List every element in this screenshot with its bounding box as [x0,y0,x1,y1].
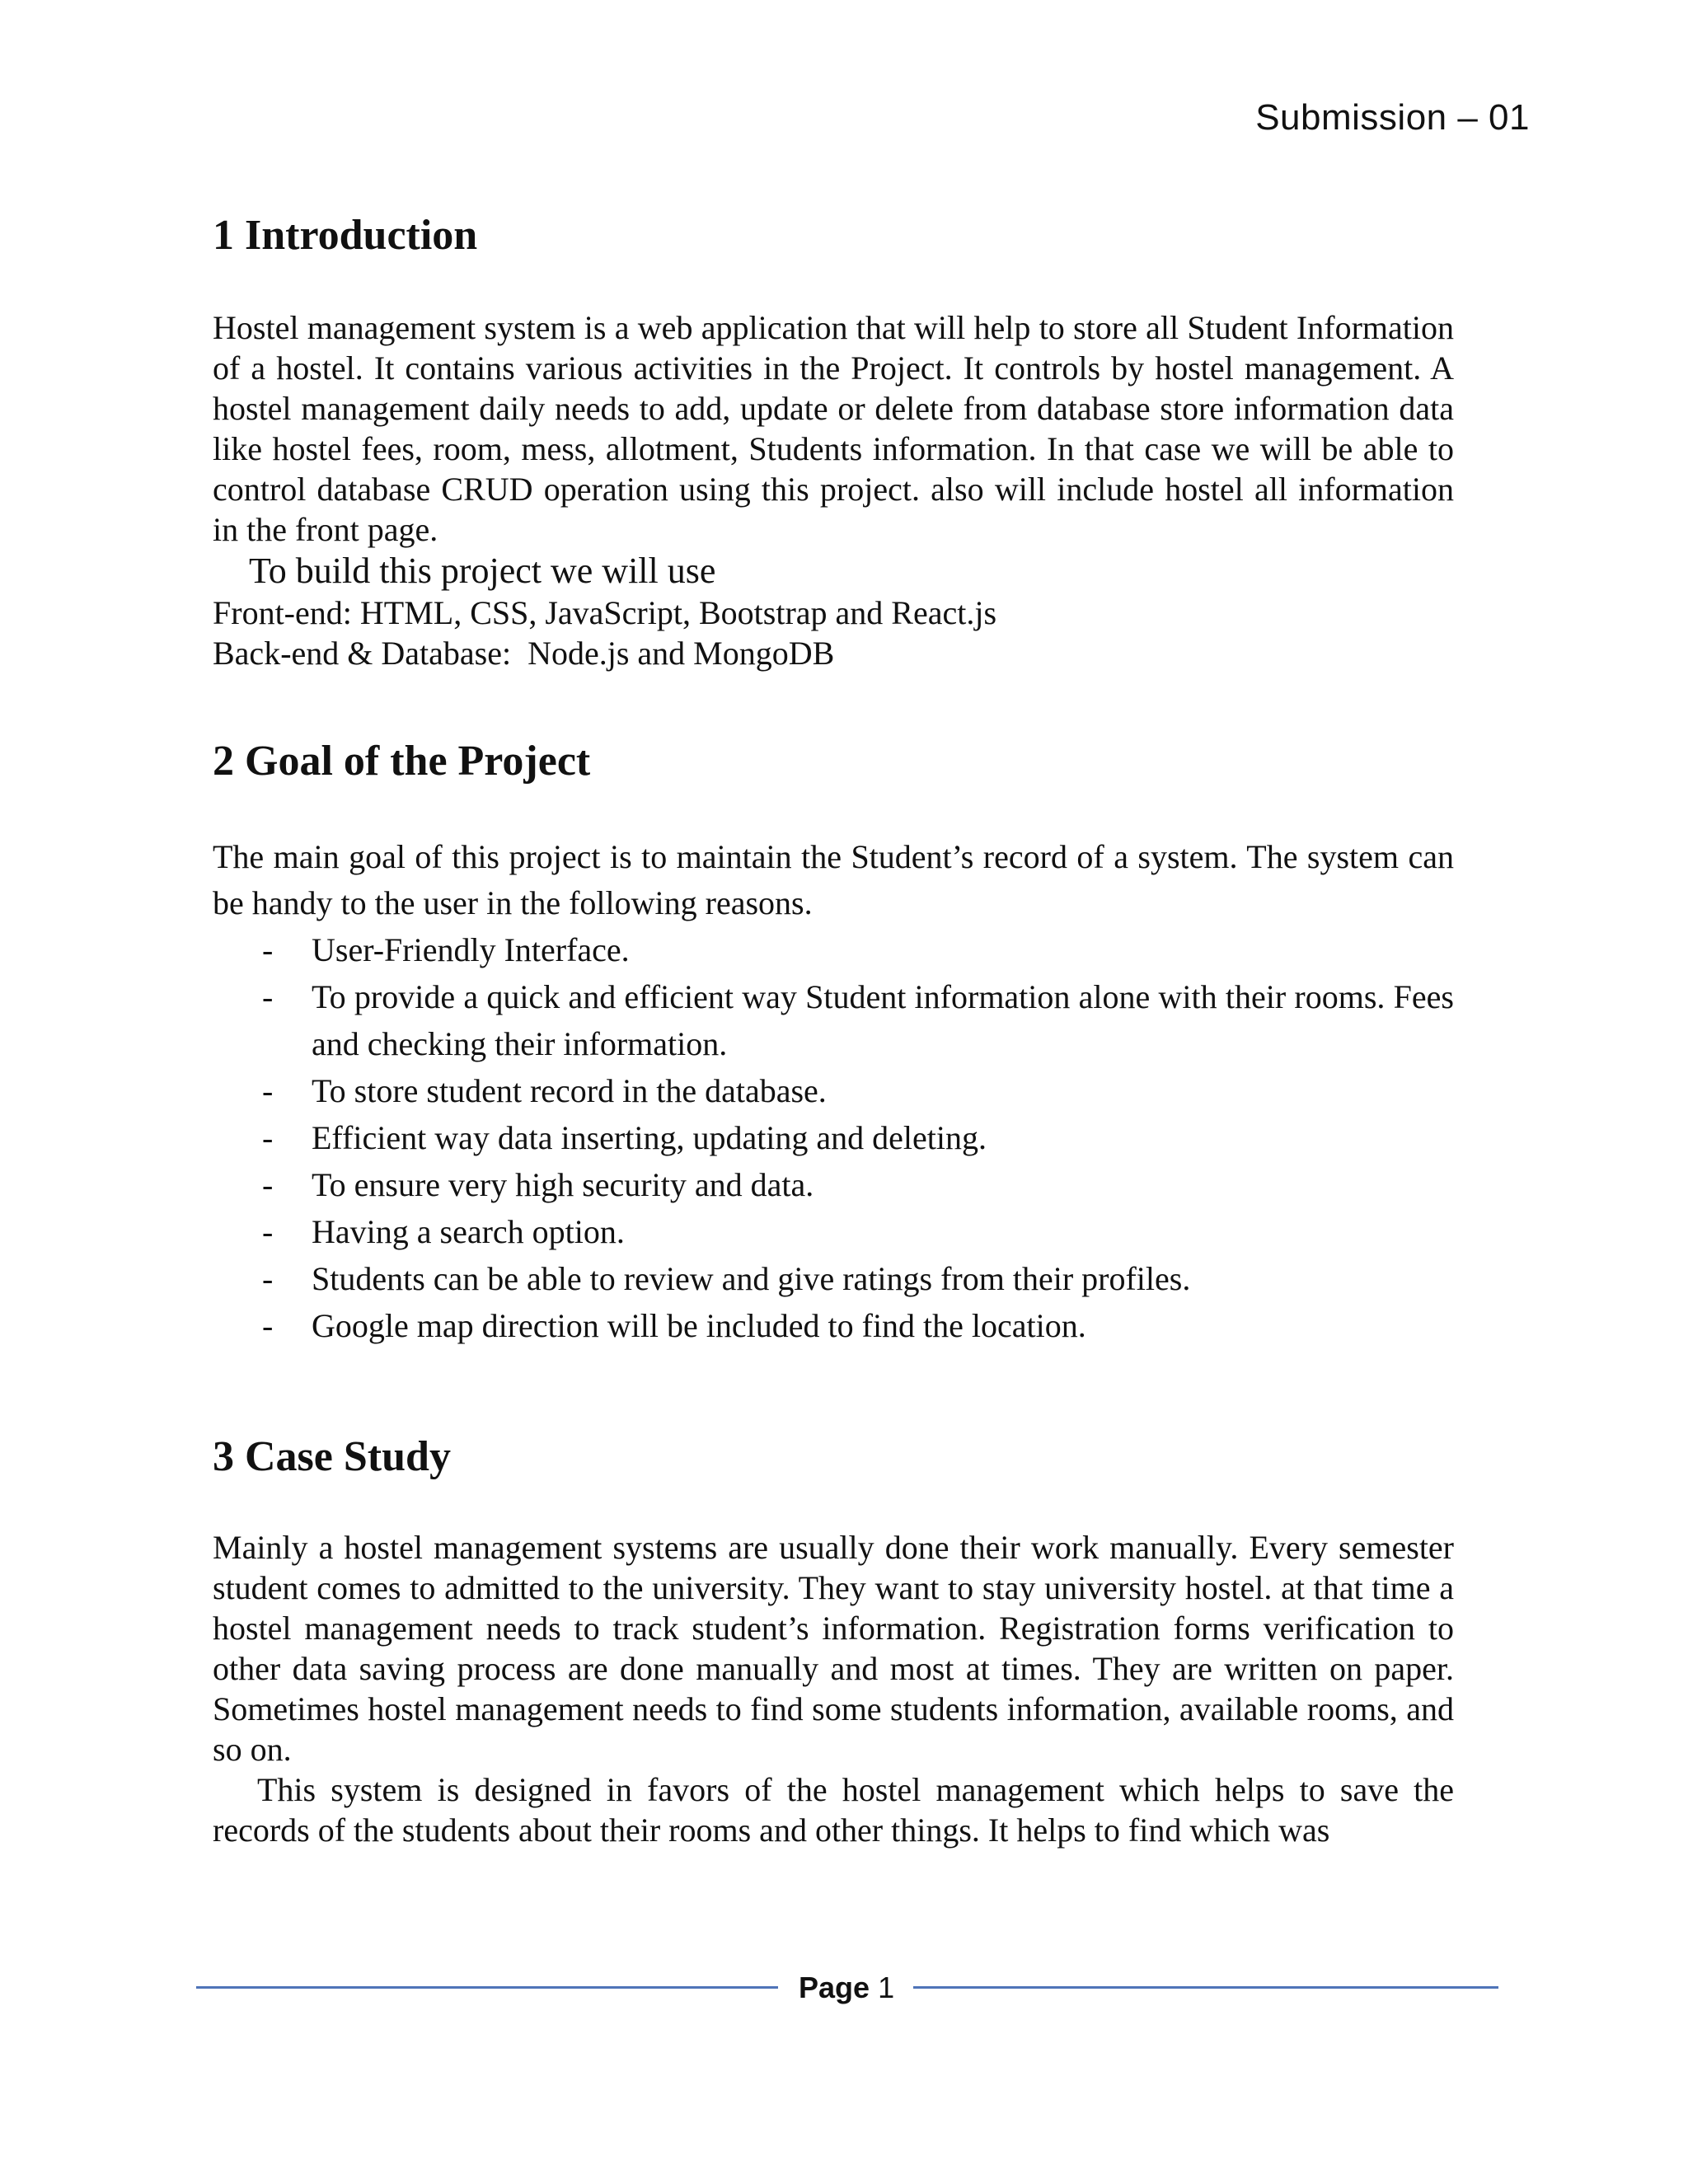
goal-list-item-text: Google map direction will be included to find the location. [312,1306,1086,1344]
section-heading-goal: 2 Goal of the Project [213,738,591,785]
goal-list-item-text: Efficient way data inserting, updating and deleting. [312,1118,987,1156]
page-footer [196,1963,1498,2013]
goal-list-item [213,973,1454,1067]
goal-list-item-text: User-Friendly Interface. [312,930,630,968]
list-dash-marker: - [262,1165,274,1203]
list-dash-marker: - [262,1071,274,1109]
document-body [213,210,1454,1850]
section-heading-case-study: 3 Case Study [213,1432,451,1480]
list-dash-marker: - [262,977,274,1015]
goal-list-item [213,1208,1454,1255]
goal-list-item [213,1302,1454,1349]
goal-list-item-text: To ensure very high security and data. [312,1165,814,1203]
backend-stack-line: Back-end & Database: Node.js and MongoDB [213,635,835,673]
case-study-paragraph-1: Mainly a hostel management systems are usually done their work manually. Every semester student comes to admitted to the university. They want to stay university hostel. at that time a hostel management needs to track student’s information. Registration forms verification to other data saving process are done manually and most at times. They are written on paper. Sometimes hostel management needs to find some students information, available rooms, and so on. [213,1529,1454,1769]
goal-list-item-text: Having a search option. [312,1212,625,1250]
page-number: 1 [878,1971,895,2004]
page-word: Page [799,1971,870,2004]
goal-list-item [213,1255,1454,1302]
goal-paragraph: The main goal of this project is to maintain the Student’s record of a system. The system can be handy to the user in the following reasons. [213,837,1454,921]
list-dash-marker: - [262,1259,274,1297]
list-dash-marker: - [262,1306,274,1344]
goal-list-item-text: To store student record in the database. [312,1071,827,1109]
goal-list-item [213,926,1454,973]
goal-list-item [213,1161,1454,1208]
footer-rule-left [196,1986,778,1989]
section-heading-introduction: 1 Introduction [213,212,478,259]
build-intro-line: To build this project we will use [249,551,716,592]
goal-list-item [213,1114,1454,1161]
goal-list [213,926,1454,1349]
case-study-paragraph-2: This system is designed in favors of the hostel management which helps to save the records of the students about their rooms and other things. It helps to find which was [213,1771,1454,1849]
introduction-paragraph: Hostel management system is a web application that will help to store all Student Information of a hostel. It contains various activities in the Project. It controls by hostel management. A hostel management daily needs to add, update or delete from database store information data like hostel fees, room, mess, allotment, Students information. In that case we will be able to control database CRUD operation using this project. also will include hostel all information in the front page. [213,309,1454,549]
submission-label: Submission – 01 [1255,97,1530,138]
goal-list-item [213,1067,1454,1114]
page-number-label [799,1963,894,2013]
list-dash-marker: - [262,1118,274,1156]
frontend-stack-line: Front-end: HTML, CSS, JavaScript, Bootstrap and React.js [213,594,997,632]
footer-rule-right [913,1986,1498,1989]
list-dash-marker: - [262,1212,274,1250]
goal-list-item-text: To provide a quick and efficient way Student information alone with their rooms. Fees and checking their information. [312,977,1454,1062]
goal-list-item-text: Students can be able to review and give ratings from their profiles. [312,1259,1191,1297]
list-dash-marker: - [262,930,274,968]
